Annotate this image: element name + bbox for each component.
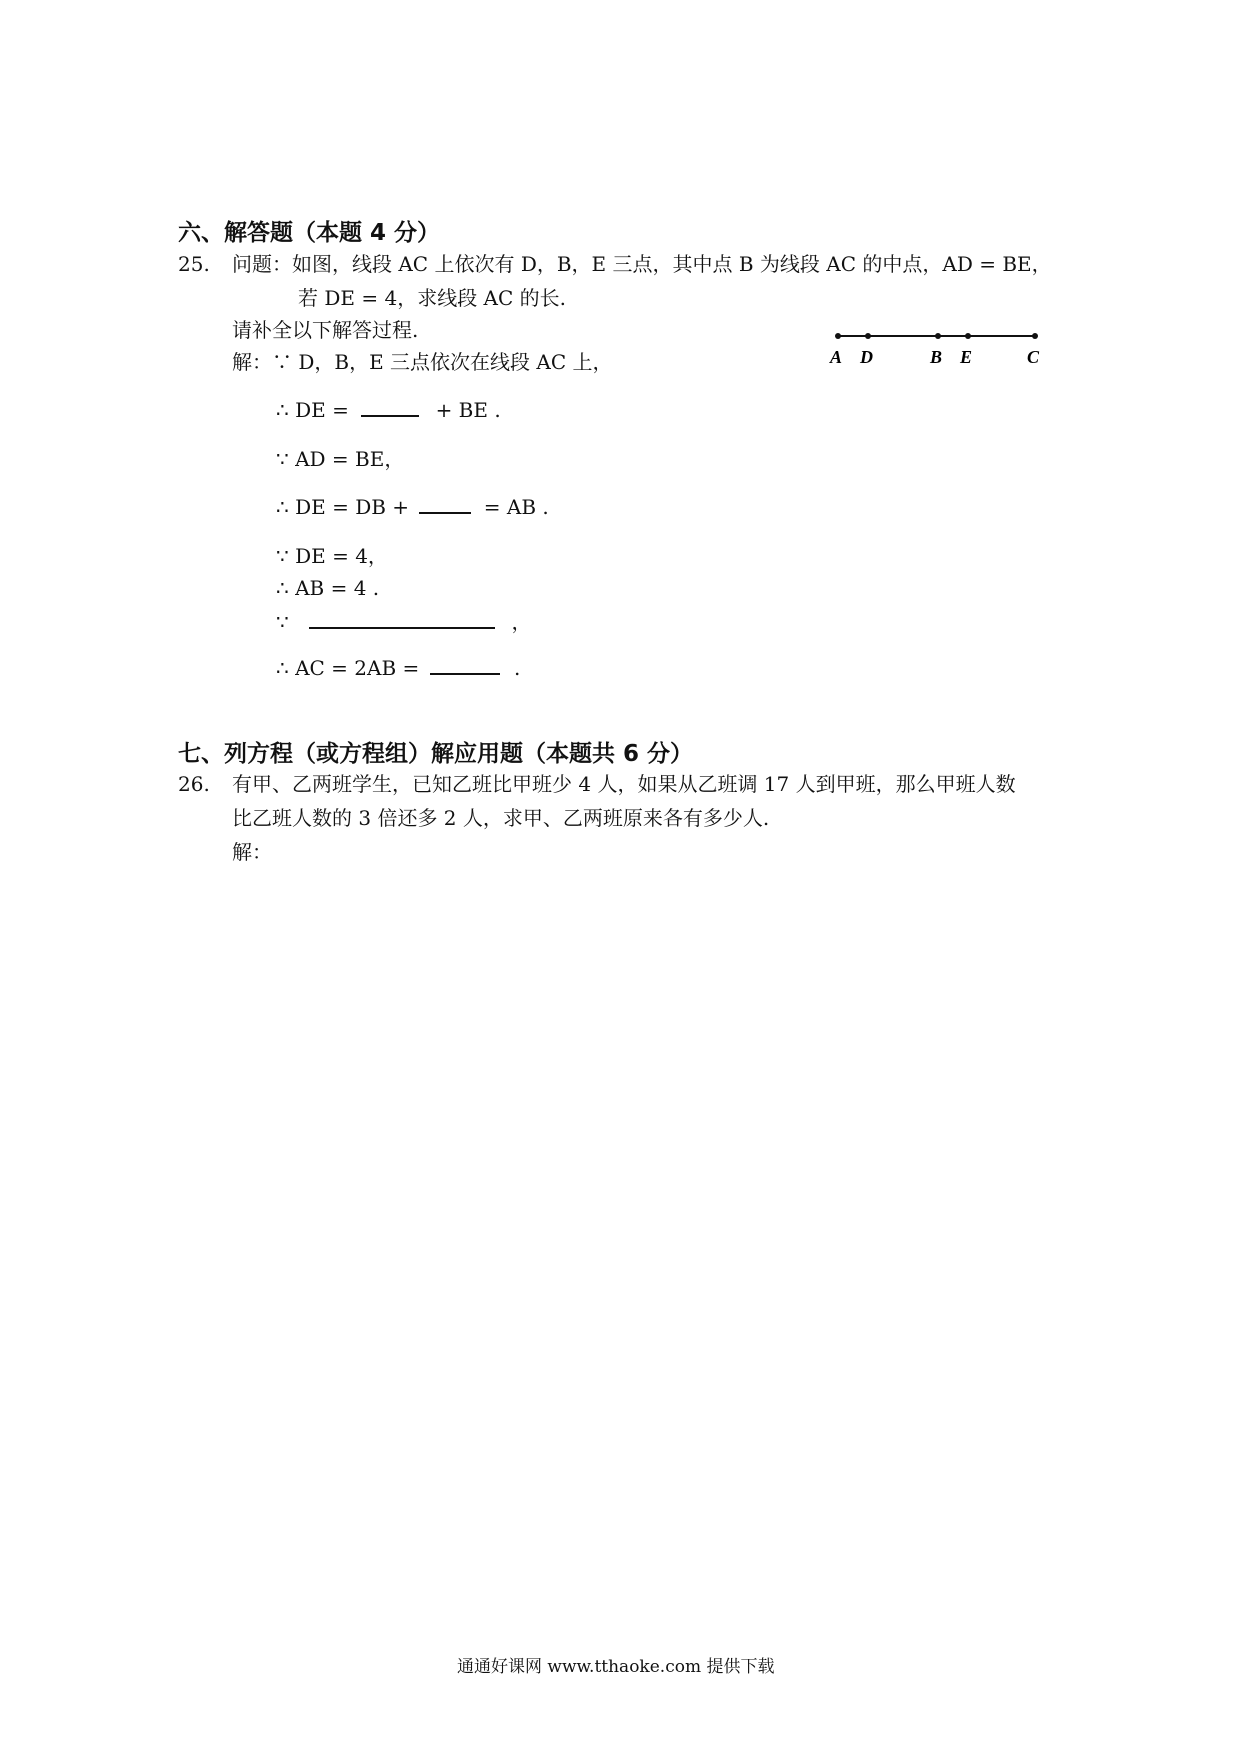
label-c: C <box>1027 347 1040 367</box>
solution-step-5: ∴ AB = 4 . <box>276 576 380 600</box>
question-26-line-2: 比乙班人数的 3 倍还多 2 人，求甲、乙两班原来各有多少人. <box>232 806 770 830</box>
line-segment-figure <box>826 324 1056 372</box>
point-c <box>1032 333 1038 339</box>
solution-step-7 <box>276 650 520 686</box>
answer-label: 解： <box>232 840 272 864</box>
solution-step-2: ∵ AD = BE， <box>276 447 405 471</box>
blank-2[interactable] <box>419 490 471 514</box>
question-26-number: 26. <box>178 772 210 796</box>
section-6-heading: 六、解答题（本题 4 分） <box>178 220 441 246</box>
blank-3[interactable] <box>309 605 495 629</box>
footer-download-note: 通通好课网 www.tthaoke.com 提供下载 <box>457 1657 775 1677</box>
question-25-line-2: 若 DE = 4，求线段 AC 的长. <box>298 286 567 310</box>
step-3-lead: ∴ DE = DB + <box>276 495 410 519</box>
point-d <box>865 333 871 339</box>
point-e <box>965 333 971 339</box>
step-1-lead: ∴ DE = <box>276 398 349 422</box>
section-7-heading: 七、列方程（或方程组）解应用题（本题共 6 分） <box>178 741 694 767</box>
label-b: B <box>930 347 943 367</box>
blank-4[interactable] <box>430 651 500 675</box>
step-7-tail: . <box>514 656 521 680</box>
label-a: A <box>830 347 843 367</box>
question-25-line-1: 问题：如图，线段 AC 上依次有 D，B，E 三点，其中点 B 为线段 AC 的中点，AD = BE， <box>232 252 1052 276</box>
solution-step-4: ∵ DE = 4， <box>276 544 388 568</box>
step-1-tail: + BE . <box>435 398 501 422</box>
solution-step-1 <box>276 392 501 428</box>
solution-step-intro: 解：∵ D，B，E 三点依次在线段 AC 上， <box>232 350 613 374</box>
step-6-tail: ， <box>511 610 532 634</box>
point-b <box>935 333 941 339</box>
question-25-number: 25. <box>178 252 210 276</box>
step-6-lead: ∵ <box>276 610 289 634</box>
blank-1[interactable] <box>361 393 419 417</box>
label-d: D <box>860 347 873 367</box>
point-a <box>835 333 841 339</box>
solution-step-6 <box>276 604 531 640</box>
label-e: E <box>960 347 973 367</box>
step-7-lead: ∴ AC = 2AB = <box>276 656 420 680</box>
step-3-tail: = AB . <box>483 495 549 519</box>
question-25-prompt: 请补全以下解答过程. <box>232 318 419 342</box>
solution-step-3 <box>276 489 549 525</box>
question-26-line-1: 有甲、乙两班学生，已知乙班比甲班少 4 人，如果从乙班调 17 人到甲班，那么甲班人数 <box>232 772 1016 796</box>
